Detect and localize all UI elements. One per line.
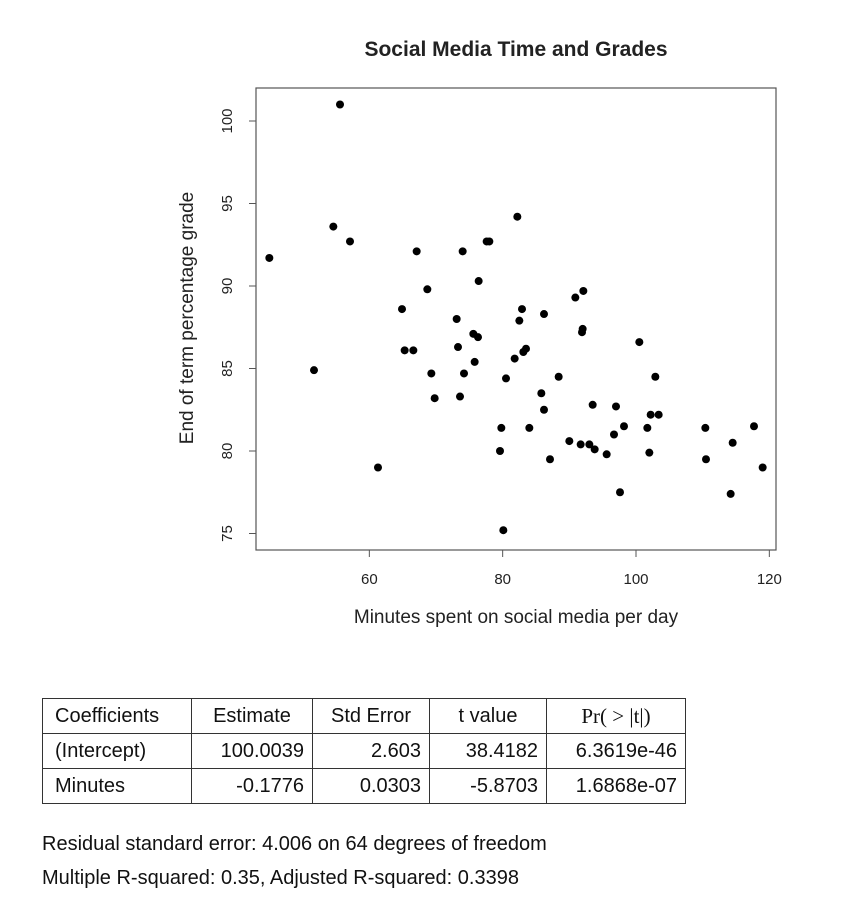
data-point bbox=[496, 447, 504, 455]
table-cell: -0.1776 bbox=[192, 769, 313, 804]
data-point bbox=[398, 305, 406, 313]
y-tick-label: 85 bbox=[219, 360, 236, 377]
data-point bbox=[515, 317, 523, 325]
y-axis-label: End of term percentage grade bbox=[177, 191, 198, 445]
table-header-row bbox=[43, 699, 686, 734]
data-point bbox=[759, 464, 767, 472]
table-cell: 100.0039 bbox=[192, 734, 313, 769]
data-point bbox=[471, 358, 479, 366]
data-point bbox=[459, 247, 467, 255]
data-point bbox=[346, 237, 354, 245]
table-cell: Minutes bbox=[43, 769, 192, 804]
data-point bbox=[702, 455, 710, 463]
data-point bbox=[265, 254, 273, 262]
data-point bbox=[540, 310, 548, 318]
data-point bbox=[423, 285, 431, 293]
header-std-error: Std Error bbox=[313, 699, 430, 734]
data-point bbox=[651, 373, 659, 381]
data-point bbox=[427, 369, 435, 377]
y-tick-label: 95 bbox=[219, 195, 236, 212]
y-tick-label: 80 bbox=[219, 442, 236, 460]
y-tick-label: 75 bbox=[219, 525, 236, 542]
x-tick-label: 100 bbox=[623, 571, 649, 588]
data-point bbox=[647, 411, 655, 419]
y-tick-label: 100 bbox=[219, 108, 236, 134]
header-p-value: Pr( > |t|) bbox=[547, 699, 686, 734]
chart-title: Social Media Time and Grades bbox=[364, 38, 668, 61]
data-point bbox=[635, 338, 643, 346]
data-points bbox=[265, 101, 766, 535]
data-point bbox=[645, 449, 653, 457]
data-point bbox=[612, 402, 620, 410]
table-cell: (Intercept) bbox=[43, 734, 192, 769]
data-point bbox=[502, 374, 510, 382]
header-t-value: t value bbox=[430, 699, 547, 734]
data-point bbox=[409, 346, 417, 354]
r-squared-text: Multiple R-squared: 0.35, Adjusted R-squared: 0.3398 bbox=[42, 867, 519, 889]
data-point bbox=[474, 333, 482, 341]
table-cell: 1.6868e-07 bbox=[547, 769, 686, 804]
x-axis bbox=[361, 550, 782, 588]
y-tick-label: 90 bbox=[219, 277, 236, 295]
data-point bbox=[453, 315, 461, 323]
data-point bbox=[655, 411, 663, 419]
data-point bbox=[513, 213, 521, 221]
data-point bbox=[413, 247, 421, 255]
header-estimate: Estimate bbox=[192, 699, 313, 734]
data-point bbox=[537, 389, 545, 397]
data-point bbox=[603, 450, 611, 458]
data-point bbox=[571, 294, 579, 302]
data-point bbox=[540, 406, 548, 414]
coefficients-table bbox=[42, 698, 686, 804]
data-point bbox=[475, 277, 483, 285]
data-point bbox=[555, 373, 563, 381]
data-point bbox=[579, 287, 587, 295]
data-point bbox=[729, 439, 737, 447]
data-point bbox=[522, 345, 530, 353]
data-point bbox=[310, 366, 318, 374]
data-point bbox=[454, 343, 462, 351]
residual-error-text: Residual standard error: 4.006 on 64 degrees of freedom bbox=[42, 833, 547, 855]
data-point bbox=[525, 424, 533, 432]
x-axis-label: Minutes spent on social media per day bbox=[353, 607, 679, 628]
data-point bbox=[460, 369, 468, 377]
data-point bbox=[518, 305, 526, 313]
data-point bbox=[336, 101, 344, 109]
x-tick-label: 60 bbox=[360, 571, 378, 588]
table-cell: 6.3619e-46 bbox=[547, 734, 686, 769]
data-point bbox=[401, 346, 409, 354]
x-tick-label: 120 bbox=[756, 571, 782, 588]
y-axis bbox=[219, 108, 256, 541]
data-point bbox=[620, 422, 628, 430]
data-point bbox=[497, 424, 505, 432]
header-coefficients: Coefficients bbox=[43, 699, 192, 734]
data-point bbox=[589, 401, 597, 409]
data-point bbox=[643, 424, 651, 432]
table-cell: -5.8703 bbox=[430, 769, 547, 804]
data-point bbox=[610, 431, 618, 439]
table-cell: 2.603 bbox=[313, 734, 430, 769]
data-point bbox=[591, 445, 599, 453]
data-point bbox=[511, 355, 519, 363]
table-cell: 0.0303 bbox=[313, 769, 430, 804]
data-point bbox=[546, 455, 554, 463]
x-tick-label: 80 bbox=[494, 571, 512, 588]
data-point bbox=[329, 223, 337, 231]
data-point bbox=[485, 237, 493, 245]
data-point bbox=[456, 393, 464, 401]
table-cell: 38.4182 bbox=[430, 734, 547, 769]
data-point bbox=[616, 488, 624, 496]
data-point bbox=[727, 490, 735, 498]
data-point bbox=[577, 440, 585, 448]
data-point bbox=[374, 464, 382, 472]
data-point bbox=[579, 325, 587, 333]
data-point bbox=[565, 437, 573, 445]
data-point bbox=[431, 394, 439, 402]
data-point bbox=[750, 422, 758, 430]
data-point bbox=[701, 424, 709, 432]
data-point bbox=[499, 526, 507, 534]
table-row bbox=[43, 769, 686, 804]
table-row bbox=[43, 734, 686, 769]
